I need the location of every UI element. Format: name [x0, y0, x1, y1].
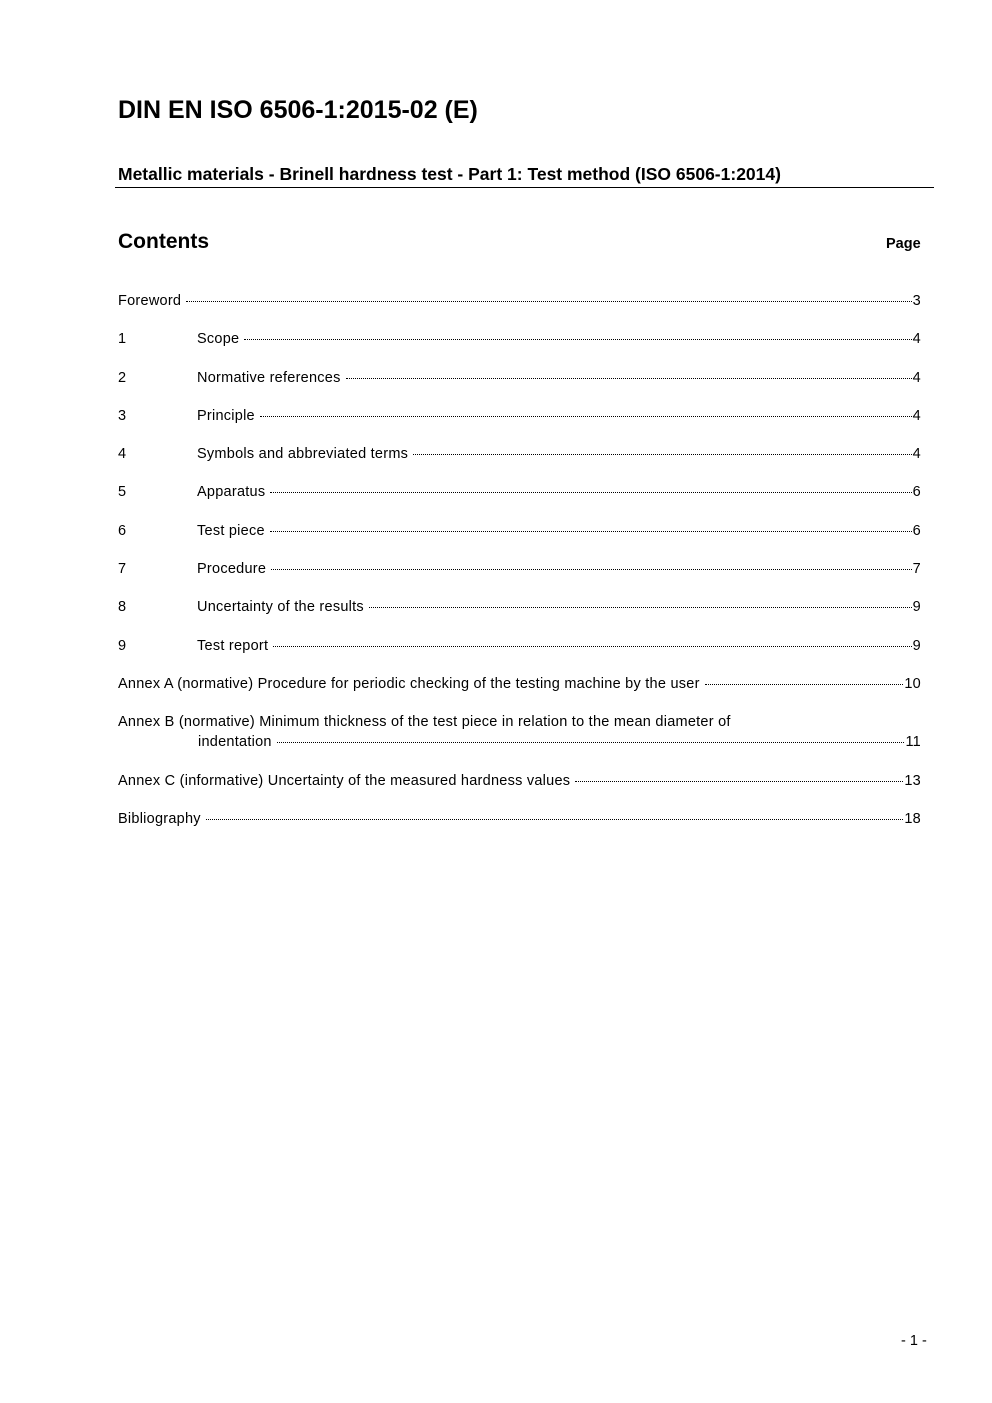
- toc-entry-title: Bibliography: [118, 810, 201, 827]
- toc-entry-number: 5: [118, 484, 127, 501]
- toc-entry-page: 9: [912, 599, 921, 616]
- toc-leader-dots: [270, 531, 912, 532]
- toc-entry-number: 6: [118, 522, 127, 539]
- toc-entry-number: 2: [118, 369, 127, 386]
- toc-entry-number: 3: [118, 407, 127, 424]
- toc-entry-page: 4: [912, 369, 921, 386]
- toc-entry-page: 4: [912, 407, 921, 424]
- toc-entry-title: Uncertainty of the results: [197, 599, 364, 616]
- toc-entry-test-piece[interactable]: [118, 521, 921, 541]
- toc-leader-dots: [260, 416, 912, 417]
- toc-leader-dots: [244, 339, 911, 340]
- toc-entry-page: 4: [912, 446, 921, 463]
- toc-entry-page: 7: [912, 561, 921, 578]
- toc-entry-number: 8: [118, 599, 127, 616]
- table-of-contents: [118, 291, 921, 847]
- toc-entry-foreword[interactable]: [118, 291, 921, 311]
- toc-leader-dots: [413, 454, 912, 455]
- toc-leader-dots: [206, 819, 904, 820]
- toc-entry-page: 6: [912, 484, 921, 501]
- toc-entry-annex-b[interactable]: [118, 712, 921, 752]
- contents-heading: Contents: [118, 230, 209, 253]
- toc-entry-symbols[interactable]: [118, 444, 921, 464]
- toc-entry-procedure[interactable]: [118, 559, 921, 579]
- toc-entry-normative-references[interactable]: [118, 368, 921, 388]
- title-rule: [115, 187, 934, 188]
- toc-entry-uncertainty[interactable]: [118, 597, 921, 617]
- toc-entry-test-report[interactable]: [118, 636, 921, 656]
- toc-entry-page: 9: [912, 637, 921, 654]
- toc-leader-dots: [705, 684, 904, 685]
- document-id: DIN EN ISO 6506-1:2015-02 (E): [118, 96, 478, 124]
- toc-entry-annex-a[interactable]: [118, 674, 921, 694]
- toc-entry-page: 13: [904, 772, 921, 789]
- toc-entry-page: 11: [905, 734, 921, 751]
- toc-entry-bibliography[interactable]: [118, 809, 921, 829]
- toc-entry-page: 18: [904, 810, 921, 827]
- toc-entry-title: Test piece: [197, 522, 265, 539]
- toc-leader-dots: [277, 742, 905, 743]
- toc-entry-number: 1: [118, 331, 127, 348]
- toc-entry-page: 6: [912, 522, 921, 539]
- toc-leader-dots: [273, 646, 911, 647]
- toc-entry-page: 10: [904, 675, 921, 692]
- toc-leader-dots: [270, 492, 911, 493]
- toc-entry-title: Foreword: [118, 293, 182, 309]
- toc-leader-dots: [575, 781, 903, 782]
- toc-leader-dots: [369, 607, 912, 608]
- toc-entry-title: Annex A (normative) Procedure for periodic checking of the testing machine by the user: [118, 675, 700, 692]
- toc-entry-principle[interactable]: [118, 406, 921, 426]
- toc-entry-title: Scope: [197, 331, 240, 348]
- toc-entry-apparatus[interactable]: [118, 482, 921, 502]
- toc-entry-annex-c[interactable]: [118, 771, 921, 791]
- document-title: Metallic materials - Brinell hardness test - Part 1: Test method (ISO 6506-1:2014): [118, 164, 781, 184]
- toc-entry-title-continued: indentation: [198, 734, 272, 751]
- toc-leader-dots: [186, 301, 911, 302]
- toc-entry-title: Symbols and abbreviated terms: [197, 446, 409, 463]
- toc-entry-title: Apparatus: [197, 484, 266, 501]
- toc-entry-scope[interactable]: [118, 329, 921, 349]
- toc-entry-page: 4: [912, 331, 921, 348]
- toc-entry-title: Test report: [197, 637, 269, 654]
- toc-leader-dots: [271, 569, 912, 570]
- toc-leader-dots: [346, 378, 912, 379]
- toc-entry-number: 7: [118, 561, 127, 578]
- toc-entry-title: Annex C (informative) Uncertainty of the measured hardness values: [118, 772, 571, 789]
- page-column-heading: Page: [886, 236, 921, 252]
- toc-entry-title: Procedure: [197, 561, 267, 578]
- toc-entry-title: Principle: [197, 407, 255, 424]
- page-number: - 1 -: [901, 1333, 927, 1349]
- toc-entry-number: 9: [118, 637, 127, 654]
- toc-entry-title: Annex B (normative) Minimum thickness of the test piece in relation to the mean diameter of: [118, 714, 731, 731]
- toc-entry-number: 4: [118, 446, 127, 463]
- toc-entry-title: Normative references: [197, 369, 341, 386]
- toc-entry-page: 3: [912, 293, 921, 309]
